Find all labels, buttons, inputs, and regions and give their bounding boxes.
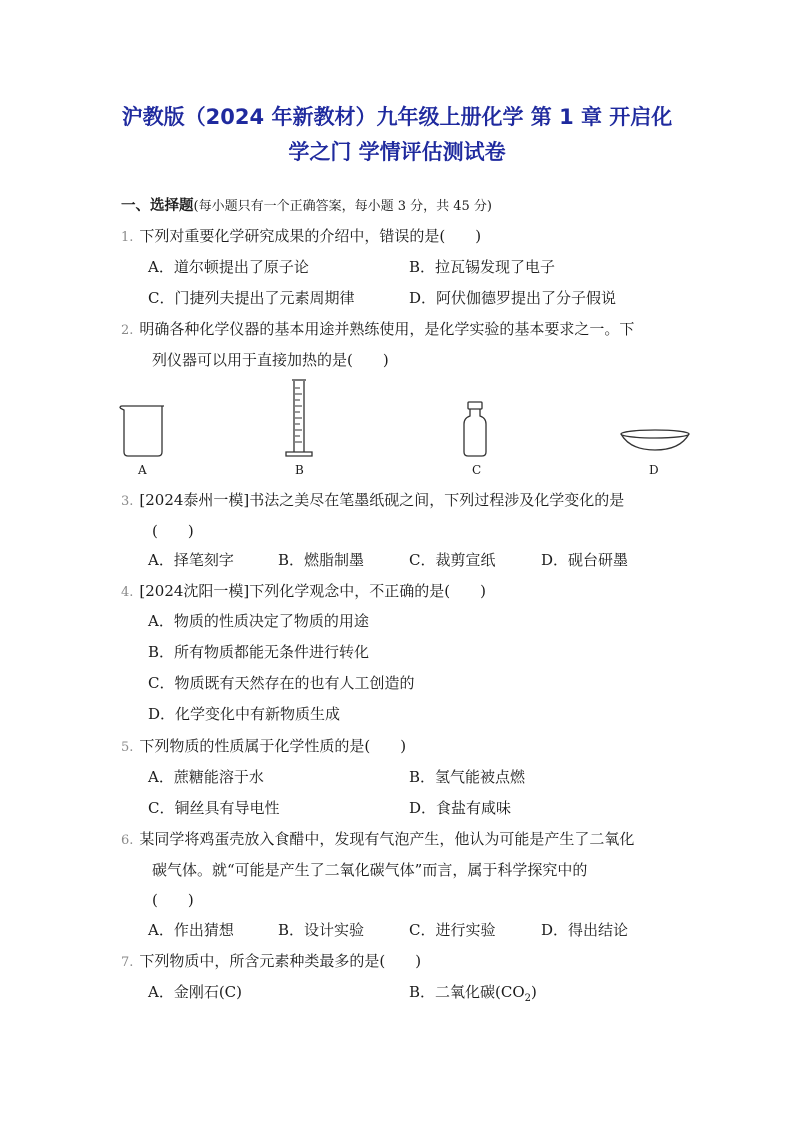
question-text: 下列物质中，所含元素种类最多的是( ): [139, 952, 422, 970]
option-b: B．所有物质都能无条件进行转化: [148, 643, 370, 661]
question-text-continued: 碳气体。就“可能是产生了二氧化碳气体”而言，属于科学探究中的: [152, 861, 588, 879]
option-b-close: ): [531, 983, 537, 1001]
question-text: 下列物质的性质属于化学性质的是( ): [139, 737, 407, 755]
section-heading: [121, 195, 492, 217]
option-c: C．进行实验: [409, 921, 496, 939]
question-5: [121, 736, 406, 758]
question-text: 某同学将鸡蛋壳放入食醋中，发现有气泡产生，他认为可能是产生了二氧化: [139, 830, 635, 848]
option-d: D．化学变化中有新物质生成: [148, 705, 341, 723]
section-note: (每小题只有一个正确答案，每小题 3 分，共 45 分): [193, 199, 492, 214]
figure-label-d: D: [649, 463, 659, 477]
question-number: 1.: [121, 230, 134, 245]
question-number: 6.: [121, 833, 134, 848]
instruments-drawing: [110, 378, 710, 482]
section-title: 一、选择题: [121, 198, 194, 214]
question-7: [121, 951, 421, 973]
option-b: [409, 982, 537, 1009]
question-text: 明确各种化学仪器的基本用途并熟练使用，是化学实验的基本要求之一。下: [139, 320, 635, 338]
option-a: A．择笔刻字: [148, 551, 234, 569]
graduated-cylinder-icon: [286, 380, 312, 456]
question-number: 7.: [121, 955, 134, 970]
question-4: [121, 581, 486, 603]
option-a: A．道尔顿提出了原子论: [148, 258, 309, 276]
option-d: D．砚台研墨: [541, 551, 629, 569]
option-c: C．裁剪宣纸: [409, 551, 496, 569]
question-number: 3.: [121, 494, 134, 509]
option-d: D．得出结论: [541, 921, 629, 939]
option-b: B．氢气能被点燃: [409, 768, 526, 786]
lab-instruments-figure: [110, 378, 710, 482]
question-text-continued: 列仪器可以用于直接加热的是( ): [152, 351, 389, 369]
option-b: B．拉瓦锡发现了电子: [409, 258, 556, 276]
option-c: C．门捷列夫提出了元素周期律: [148, 289, 355, 307]
figure-label-a: A: [138, 463, 147, 477]
option-a: A．物质的性质决定了物质的用途: [148, 612, 369, 630]
option-c: C．铜丝具有导电性: [148, 799, 280, 817]
question-3: [121, 490, 624, 512]
beaker-icon: [120, 406, 164, 456]
document-title-line-2: 学之门 学情评估测试卷: [288, 140, 506, 164]
option-a: A．金刚石(C): [148, 983, 243, 1001]
option-b-text: B．二氧化碳(CO: [409, 983, 525, 1001]
question-2: [121, 319, 634, 341]
question-number: 5.: [121, 740, 134, 755]
question-text-continued: ( ): [152, 891, 194, 909]
document-title-line-1: 沪教版（2024 年新教材）九年级上册化学 第 1 章 开启化: [121, 105, 673, 129]
question-6: [121, 829, 634, 851]
figure-label-c: C: [472, 463, 482, 477]
evaporating-dish-icon: [621, 430, 689, 450]
option-a: A．作出猜想: [148, 921, 234, 939]
subscript: 2: [524, 993, 532, 1004]
option-d: D．阿伏伽德罗提出了分子假说: [409, 289, 617, 307]
question-text-continued: ( ): [152, 522, 194, 540]
option-b: B．设计实验: [278, 921, 365, 939]
option-d: D．食盐有咸味: [409, 799, 512, 817]
reagent-bottle-icon: [464, 402, 486, 456]
question-text: 下列对重要化学研究成果的介绍中，错误的是( ): [139, 227, 482, 245]
option-a: A．蔗糖能溶于水: [148, 768, 264, 786]
question-text: [2024沈阳一模]下列化学观念中，不正确的是( ): [139, 582, 486, 600]
option-c: C．物质既有天然存在的也有人工创造的: [148, 674, 415, 692]
figure-label-b: B: [295, 463, 304, 477]
question-number: 2.: [121, 323, 134, 338]
option-b: B．燃脂制墨: [278, 551, 365, 569]
question-1: [121, 226, 481, 248]
question-number: 4.: [121, 585, 134, 600]
question-text: [2024泰州一模]书法之美尽在笔墨纸砚之间，下列过程涉及化学变化的是: [139, 491, 625, 509]
